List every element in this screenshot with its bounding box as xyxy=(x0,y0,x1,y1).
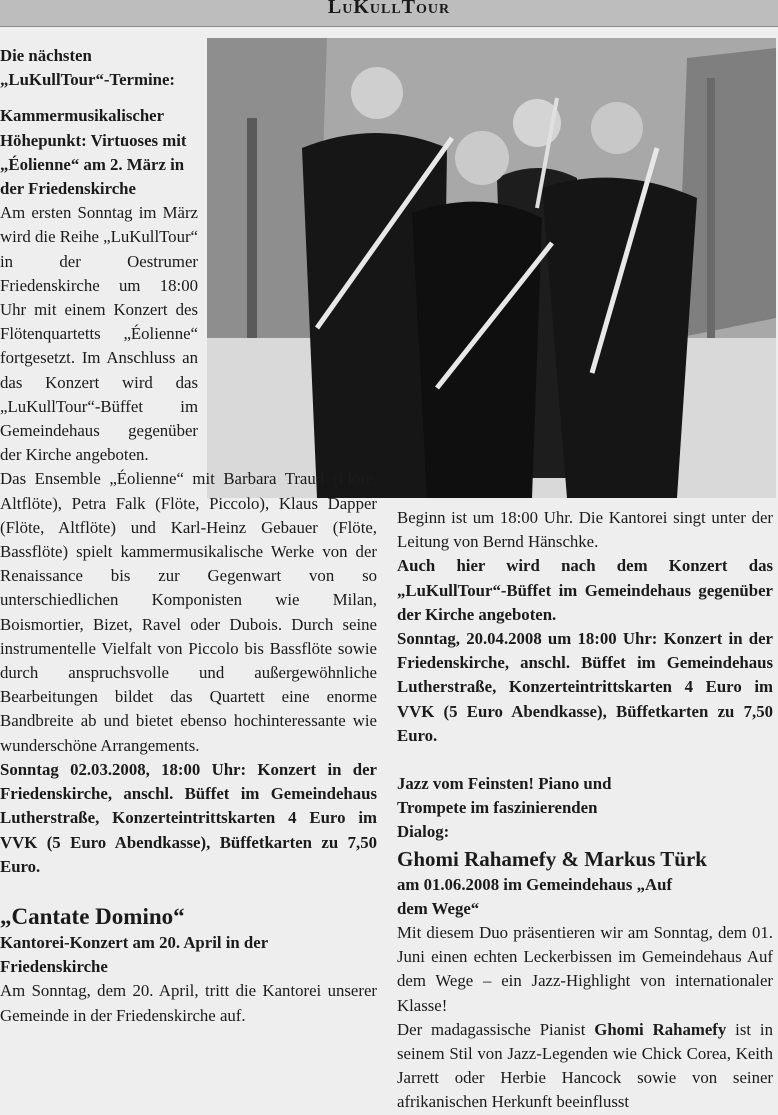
left-column xyxy=(0,44,377,1028)
event2-details: Sonntag, 20.04.2008 um 18:00 Uhr: Konzert in der Friedenskirche, anschl. Büffet im Gemeindehaus Lutherstraße, Konzerteintrittskarten 4 Euro im VVK (5 Euro Abendkasse), Büffetkarten zu 7,50 Euro. xyxy=(397,629,773,745)
event2-text: Am Sonntag, dem 20. April, tritt die Kantorei unserer Gemeinde in der Friedenskirche auf. xyxy=(0,981,377,1025)
event1-text: Am ersten Sonntag im März wird die Reihe „LuKullTour“ in der Oestrumer Friedenskirche um 18:00 Uhr mit einem Konzert des Flötenquartetts „Éolienne“ fortgesetzt. Im Anschluss an das Konzert wird das „LuKullTour“-Büffet im Gemeindehaus gegenüber der Kirche angeboten. xyxy=(0,203,198,465)
event3-text2-pre: Der madagassische Pianist xyxy=(397,1019,595,1039)
event2-subtitle: Kantorei-Konzert am 20. April in der Friedenskirche xyxy=(0,932,268,977)
event3-date: am 01.06.2008 im Gemeindehaus „Auf dem Wege“ xyxy=(397,874,673,918)
event3-heading: Jazz vom Feinsten! Piano und Trompete im faszinierenden Dialog: xyxy=(397,774,612,842)
event1-details: Sonntag 02.03.2008, 18:00 Uhr: Konzert in der Friedenskirche, anschl. Büffet im Gemeindehaus Lutherstraße, Konzerteintrittskarten 4 Euro im VVK (5 Euro Abendkasse), Büffetkarten zu 7,50 Euro. xyxy=(0,759,377,876)
page-title: LuKullTour xyxy=(327,0,451,18)
event3-text2-post: ist in seinem Stil von Jazz-Legenden wie Chick Corea, Keith Jarrett oder Herbie Hancock sowie von seiner afrikanischen Herkunft beeinflusst xyxy=(397,1019,773,1112)
event3-names: Ghomi Rahamefy & Markus Türk xyxy=(397,846,707,871)
header-banner xyxy=(0,0,778,27)
right-column xyxy=(397,506,773,1115)
pianist-name: Ghomi Rahamefy xyxy=(594,1019,727,1039)
ensemble-text: Das Ensemble „Éolienne“ mit Barbara Traud (Flöte, Altflöte), Petra Falk (Flöte, Piccolo), Klaus Dapper (Flöte, Altflöte) und Karl-Heinz Gebauer (Flöte, Bassflöte) spielt kammermusikalische Werke von der Renaissance bis zur Gegenwart von so unterschiedlichen Komponisten wie Milan, Boismortier, Bizet, Ravel oder Dubois. Durch seine instrumentelle Vielfalt von Piccolo bis Bassflöte sowie durch anspruchsvolle und außergewöhnliche Bearbeitungen bildet das Quartett eine enorme Bandbreite ab und bietet ebenso hochinteressante wie wunderschöne Arrangements. xyxy=(0,469,377,755)
event2-title: „Cantate Domino“ xyxy=(0,903,185,929)
intro-heading: Die nächsten „LuKullTour“-Termine: xyxy=(0,46,175,90)
event3-text: Mit diesem Duo präsentieren wir am Sonntag, dem 01. Juni einen echten Leckerbissen im Gemeindehaus Auf dem Wege – ein Jazz-Highlight von internationaler Klasse! xyxy=(397,923,773,1015)
event2-continuation: Beginn ist um 18:00 Uhr. Die Kantorei singt unter der Leitung von Bernd Hänschke. xyxy=(397,508,773,552)
event2-buffet: Auch hier wird nach dem Konzert das „LuKullTour“-Büffet im Gemeindehaus gegenüber der Kirche angeboten. xyxy=(397,556,773,624)
event1-heading: Kammermusikalischer Höhepunkt: Virtuoses mit „Éolienne“ am 2. März in der Friedenskirche xyxy=(0,106,187,199)
event3-text2 xyxy=(397,1018,773,1115)
